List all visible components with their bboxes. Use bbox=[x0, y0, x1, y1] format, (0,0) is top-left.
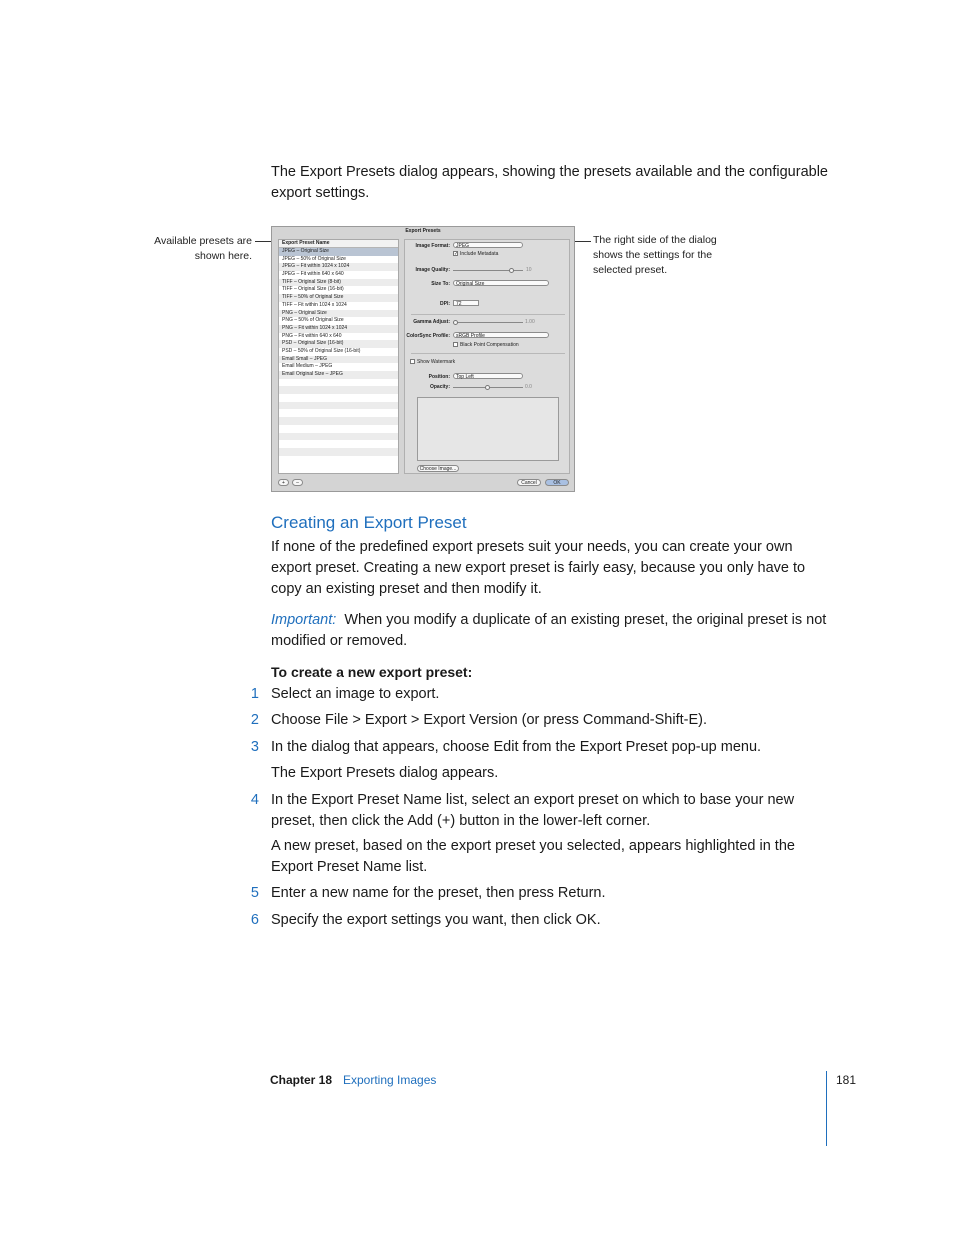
footer-chapter-title[interactable]: Exporting Images bbox=[343, 1073, 437, 1087]
intro-paragraph: The Export Presets dialog appears, showing the presets available and the configurable export settings. bbox=[271, 164, 828, 201]
cancel-button[interactable]: Cancel bbox=[517, 479, 541, 486]
step-text: In the Export Preset Name list, select an export preset on which to base your new preset, then click the Add (+) button in the lower-left corner. bbox=[271, 792, 795, 829]
preset-list-item[interactable] bbox=[279, 386, 398, 394]
section-paragraph: If none of the predefined export presets suit your needs, you can create your own export preset. Creating a new export preset is fairly easy, because you only have to copy an existing preset and then modify it. bbox=[271, 539, 806, 597]
image-quality-label: Image Quality: bbox=[415, 267, 450, 273]
preset-list-item[interactable]: TIFF – Fit within 1024 x 1024 bbox=[282, 301, 347, 308]
include-metadata-checkbox[interactable]: ✓ bbox=[454, 251, 459, 257]
preset-list-item[interactable]: JPEG – Original Size bbox=[279, 248, 398, 256]
watermark-image-well[interactable] bbox=[417, 397, 559, 461]
opacity-value: 0.0 bbox=[525, 384, 532, 390]
important-note bbox=[271, 610, 831, 652]
colorsync-label: ColorSync Profile: bbox=[406, 333, 450, 339]
preset-list-header: Export Preset Name bbox=[279, 240, 398, 248]
preset-settings-panel bbox=[404, 239, 570, 474]
important-label: Important: bbox=[271, 612, 337, 628]
gamma-label: Gamma Adjust: bbox=[413, 319, 450, 325]
preset-list-item[interactable] bbox=[279, 402, 398, 410]
step-number: 1 bbox=[250, 686, 259, 702]
step-text: Select an image to export. bbox=[271, 686, 440, 702]
important-text: When you modify a duplicate of an existing preset, the original preset is not modified or removed. bbox=[271, 612, 827, 649]
image-quality-value: 10 bbox=[526, 267, 532, 273]
preset-list-item[interactable] bbox=[279, 417, 398, 425]
preset-list-item[interactable] bbox=[279, 440, 398, 448]
position-popup[interactable]: Top Left bbox=[453, 373, 523, 379]
task-title: To create a new export preset: bbox=[271, 664, 473, 680]
step-number: 4 bbox=[250, 792, 259, 808]
step-note: A new preset, based on the export preset you selected, appears highlighted in the Export Preset Name list. bbox=[271, 838, 795, 875]
size-to-label: Size To: bbox=[431, 281, 450, 287]
preset-list-item[interactable] bbox=[279, 425, 398, 433]
step-number: 6 bbox=[250, 912, 259, 928]
black-point-checkbox[interactable] bbox=[453, 342, 458, 347]
step-number: 3 bbox=[250, 739, 259, 755]
preset-list-item[interactable]: JPEG – Fit within 1024 x 1024 bbox=[279, 263, 398, 271]
dpi-field[interactable]: 72 bbox=[453, 300, 479, 306]
choose-image-button[interactable]: Choose Image... bbox=[417, 465, 459, 472]
position-label: Position: bbox=[428, 374, 450, 380]
preset-list-item[interactable]: TIFF – Original Size (8-bit) bbox=[279, 279, 398, 287]
preset-list-item[interactable]: PNG – Fit within 1024 x 1024 bbox=[279, 325, 398, 333]
opacity-knob[interactable] bbox=[485, 385, 490, 390]
preset-list-item[interactable] bbox=[279, 379, 398, 387]
preset-list-item[interactable] bbox=[279, 448, 398, 456]
preset-rows bbox=[279, 248, 398, 463]
preset-list[interactable] bbox=[278, 239, 399, 474]
preset-list-item[interactable]: TIFF – 50% of Original Size bbox=[279, 294, 398, 302]
footer-chapter: Chapter 18 bbox=[270, 1073, 333, 1087]
opacity-label: Opacity: bbox=[429, 384, 450, 390]
section-heading: Creating an Export Preset bbox=[271, 513, 467, 532]
colorsync-popup[interactable]: sRGB Profile bbox=[453, 332, 549, 338]
page-number: 181 bbox=[836, 1073, 857, 1087]
step-note: The Export Presets dialog appears. bbox=[271, 765, 499, 781]
add-preset-button[interactable]: + bbox=[278, 479, 289, 486]
step-text: Choose File > Export > Export Version (or press Command-Shift-E). bbox=[271, 712, 707, 728]
gamma-value: 1.00 bbox=[525, 319, 535, 325]
ok-button[interactable]: OK bbox=[545, 479, 569, 486]
show-watermark-label: Show Watermark bbox=[417, 359, 456, 365]
black-point-label: Black Point Compensation bbox=[460, 342, 519, 348]
image-format-label: Image Format: bbox=[415, 243, 450, 249]
image-quality-knob[interactable] bbox=[509, 268, 514, 273]
preset-list-item[interactable]: PSD – Original Size (16-bit) bbox=[279, 340, 398, 348]
dpi-label: DPI: bbox=[440, 301, 450, 307]
preset-list-item[interactable] bbox=[279, 394, 398, 402]
preset-list-item[interactable] bbox=[279, 409, 398, 417]
preset-list-item[interactable]: Email Medium – JPEG bbox=[282, 363, 333, 370]
preset-list-item[interactable] bbox=[279, 433, 398, 441]
step-number: 5 bbox=[250, 885, 259, 901]
preset-list-item[interactable]: JPEG – Fit within 640 x 640 bbox=[282, 271, 344, 278]
step-text: Specify the export settings you want, then click OK. bbox=[271, 912, 601, 928]
step-text: Enter a new name for the preset, then press Return. bbox=[271, 885, 606, 901]
separator-1 bbox=[411, 314, 565, 315]
separator-2 bbox=[411, 353, 565, 354]
preset-list-item[interactable]: PNG – 50% of Original Size bbox=[282, 317, 344, 324]
image-format-popup[interactable]: JPEG bbox=[453, 242, 523, 248]
gamma-knob[interactable] bbox=[453, 320, 458, 325]
preset-list-item[interactable]: PNG – Fit within 640 x 640 bbox=[282, 332, 342, 339]
show-watermark-checkbox[interactable] bbox=[410, 359, 415, 364]
preset-list-item[interactable] bbox=[279, 456, 398, 464]
step-number: 2 bbox=[250, 712, 259, 728]
gamma-slider[interactable] bbox=[453, 322, 523, 323]
footer-rule bbox=[826, 1071, 827, 1146]
preset-list-item[interactable]: PNG – Original Size bbox=[279, 310, 398, 318]
preset-list-item[interactable]: JPEG – 50% of Original Size bbox=[282, 255, 346, 262]
dialog-title: Export Presets bbox=[405, 228, 441, 234]
export-presets-dialog bbox=[271, 226, 575, 492]
preset-list-item[interactable]: Email Small – JPEG bbox=[279, 356, 398, 364]
preset-list-item[interactable]: TIFF – Original Size (16-bit) bbox=[282, 286, 344, 293]
preset-list-item[interactable]: Email Original Size – JPEG bbox=[279, 371, 398, 379]
include-metadata-label: Include Metadata bbox=[460, 251, 499, 257]
preset-list-item[interactable]: PSD – 50% of Original Size (16-bit) bbox=[282, 347, 361, 354]
callout-left: Available presets are shown here. bbox=[154, 235, 252, 262]
size-to-popup[interactable]: Original Size bbox=[453, 280, 549, 286]
remove-preset-button[interactable]: – bbox=[292, 479, 303, 486]
step-text: In the dialog that appears, choose Edit from the Export Preset pop-up menu. bbox=[271, 739, 762, 755]
callout-right: The right side of the dialog shows the settings for the selected preset. bbox=[593, 234, 717, 276]
